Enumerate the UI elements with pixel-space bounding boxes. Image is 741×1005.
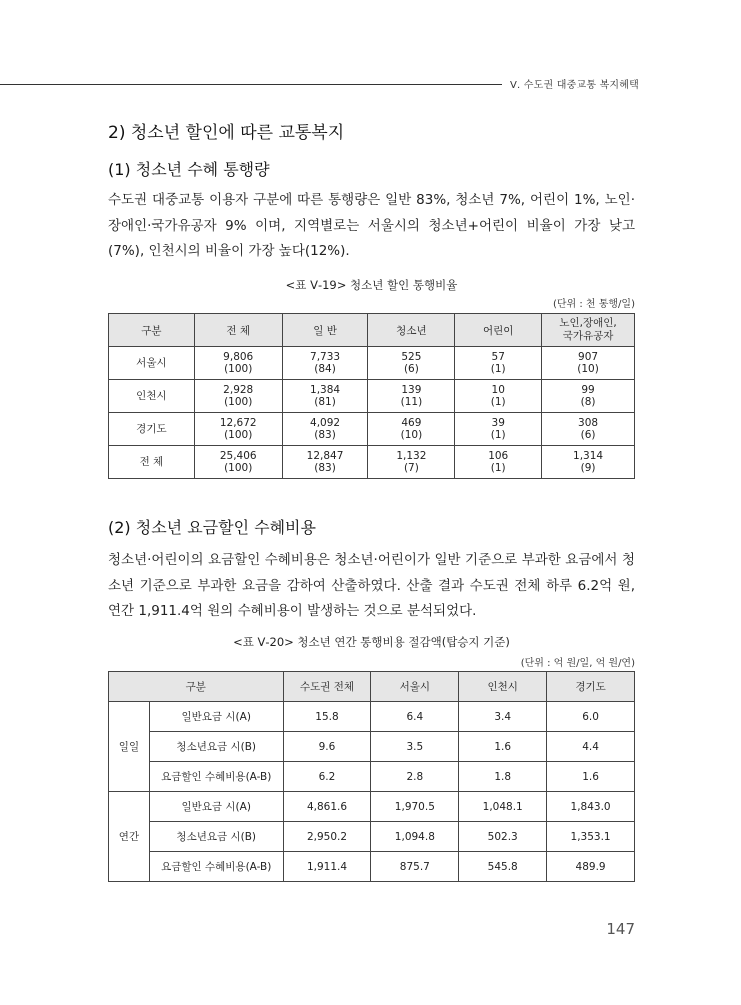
header-rule xyxy=(0,84,502,85)
table-20-cell: 1,353.1 xyxy=(547,822,635,852)
table-20-row-label: 청소년요금 시(B) xyxy=(149,732,283,762)
table-20-unit: (단위 : 억 원/일, 억 원/연) xyxy=(520,658,635,669)
table-20-cell: 3.5 xyxy=(371,732,459,762)
cell-share: (100) xyxy=(224,429,253,441)
table-19-header: 어린이 xyxy=(455,314,542,347)
table-19-cell xyxy=(194,380,282,413)
table-19-cell xyxy=(368,413,455,446)
table-20-cell: 1,970.5 xyxy=(371,792,459,822)
table-19-header-row xyxy=(109,314,635,347)
cell-share: (81) xyxy=(314,396,336,408)
cell-share: (11) xyxy=(400,396,423,408)
cell-share: (84) xyxy=(314,363,336,375)
cell-share: (7) xyxy=(403,462,419,474)
table-20-row-label: 일반요금 시(A) xyxy=(149,702,283,732)
cell-share: (8) xyxy=(580,396,596,408)
cell-share: (6) xyxy=(403,363,419,375)
table-19-row xyxy=(109,413,635,446)
cell-share: (100) xyxy=(224,363,253,375)
cell-share: (83) xyxy=(314,462,336,474)
table-19-cell xyxy=(455,347,542,380)
table-20-group-label: 연간 xyxy=(109,792,150,882)
table-19-row-label: 경기도 xyxy=(109,413,195,446)
cell-value: 1,314 xyxy=(573,450,604,462)
table-20-caption: <표 Ⅴ-20> 청소년 연간 통행비용 절감액(탑승지 기준) xyxy=(233,635,510,649)
table-20-cell: 1,048.1 xyxy=(459,792,547,822)
table-19-cell xyxy=(542,413,635,446)
table-20-cell: 3.4 xyxy=(459,702,547,732)
table-19-header: 일 반 xyxy=(282,314,368,347)
table-19-cell xyxy=(282,380,368,413)
cell-share: (100) xyxy=(224,396,253,408)
cell-share: (83) xyxy=(314,429,336,441)
table-19-row xyxy=(109,380,635,413)
cell-share: (1) xyxy=(490,363,506,375)
cell-share: (1) xyxy=(490,462,506,474)
table-19-cell xyxy=(542,347,635,380)
table-19-caption: <표 Ⅴ-19> 청소년 할인 통행비율 xyxy=(285,278,458,292)
header-line: 국가유공자 xyxy=(562,330,614,342)
table-20-cell: 4.4 xyxy=(547,732,635,762)
cell-value: 1,132 xyxy=(396,450,427,462)
table-19-row-label: 서울시 xyxy=(109,347,195,380)
table-20-row xyxy=(109,762,635,792)
table-20-row xyxy=(109,702,635,732)
table-20-row-label: 요금할인 수혜비용(A-B) xyxy=(149,852,283,882)
cell-value: 25,406 xyxy=(219,450,257,462)
table-20-cell: 1.6 xyxy=(547,762,635,792)
cell-value: 907 xyxy=(578,351,599,363)
table-19-header xyxy=(542,314,635,347)
subsection-title-2: (2) 청소년 요금할인 수혜비용 xyxy=(108,518,316,537)
table-19-header: 구분 xyxy=(109,314,195,347)
table-19-cell xyxy=(368,380,455,413)
table-20-cell: 15.8 xyxy=(283,702,371,732)
cell-value: 2,928 xyxy=(223,384,254,396)
table-20-cell: 6.4 xyxy=(371,702,459,732)
table-20-cell: 489.9 xyxy=(547,852,635,882)
table-20-cell: 2.8 xyxy=(371,762,459,792)
table-19-cell xyxy=(194,413,282,446)
cell-value: 139 xyxy=(401,384,422,396)
table-20-cell: 1,843.0 xyxy=(547,792,635,822)
cell-value: 469 xyxy=(401,417,422,429)
table-19-cell xyxy=(455,446,542,479)
table-19-cell xyxy=(542,446,635,479)
table-19-row-label: 전 체 xyxy=(109,446,195,479)
cell-value: 106 xyxy=(488,450,509,462)
cell-value: 7,733 xyxy=(310,351,341,363)
cell-value: 9,806 xyxy=(223,351,254,363)
table-19-row-label: 인천시 xyxy=(109,380,195,413)
subsection-title-1: (1) 청소년 수혜 통행량 xyxy=(108,160,270,179)
table-20-header: 서울시 xyxy=(371,672,459,702)
cell-value: 10 xyxy=(491,384,505,396)
cell-share: (6) xyxy=(580,429,596,441)
table-19-header: 전 체 xyxy=(194,314,282,347)
cell-value: 39 xyxy=(491,417,505,429)
table-19-cell xyxy=(282,413,368,446)
cell-share: (100) xyxy=(224,462,253,474)
table-20-cell: 2,950.2 xyxy=(283,822,371,852)
table-19-cell xyxy=(194,446,282,479)
table-19-row xyxy=(109,347,635,380)
cell-share: (9) xyxy=(580,462,596,474)
table-19-body xyxy=(109,347,635,479)
table-20-row-label: 청소년요금 시(B) xyxy=(149,822,283,852)
table-20-row-label: 일반요금 시(A) xyxy=(149,792,283,822)
cell-value: 4,092 xyxy=(310,417,341,429)
cell-share: (1) xyxy=(490,429,506,441)
table-20-cell: 1,094.8 xyxy=(371,822,459,852)
cell-share: (1) xyxy=(490,396,506,408)
table-20-cell: 545.8 xyxy=(459,852,547,882)
table-20-body xyxy=(109,702,635,882)
table-20-header: 인천시 xyxy=(459,672,547,702)
table-19-row xyxy=(109,446,635,479)
paragraph-2: 청소년·어린이의 요금할인 수혜비용은 청소년·어린이가 일반 기준으로 부과한 요금에서 청소년 기준으로 부과한 요금을 감하여 산출하였다. 산출 결과 수도권 전체 하루 6.2억 원, 연간 1,911.4억 원의 수혜비용이 발생하는 것으로 분석되었다. xyxy=(108,552,635,619)
cell-value: 12,847 xyxy=(306,450,344,462)
cell-value: 1,384 xyxy=(310,384,341,396)
table-19-cell xyxy=(455,380,542,413)
table-19-cell xyxy=(542,380,635,413)
table-19-cell xyxy=(194,347,282,380)
cell-value: 308 xyxy=(578,417,599,429)
table-20-cell: 6.2 xyxy=(283,762,371,792)
cell-share: (10) xyxy=(577,363,599,375)
header-line: 노인,장애인, xyxy=(559,317,617,329)
table-20-cell: 502.3 xyxy=(459,822,547,852)
table-19-cell xyxy=(282,446,368,479)
table-20-cell: 1,911.4 xyxy=(283,852,371,882)
table-19-unit: (단위 : 천 통행/일) xyxy=(552,299,635,310)
table-20-group-label: 일일 xyxy=(109,702,150,792)
table-19-cell xyxy=(455,413,542,446)
cell-share: (10) xyxy=(400,429,423,441)
table-20-header: 구분 xyxy=(109,672,284,702)
table-20 xyxy=(108,671,635,882)
table-20-row xyxy=(109,792,635,822)
table-19 xyxy=(108,313,635,479)
table-20-cell: 4,861.6 xyxy=(283,792,371,822)
cell-value: 57 xyxy=(491,351,505,363)
table-20-row-label: 요금할인 수혜비용(A-B) xyxy=(149,762,283,792)
cell-value: 12,672 xyxy=(219,417,257,429)
table-20-header: 수도권 전체 xyxy=(283,672,371,702)
table-20-row xyxy=(109,822,635,852)
table-20-header-row xyxy=(109,672,635,702)
section-title: 2) 청소년 할인에 따른 교통복지 xyxy=(108,123,345,143)
paragraph-1: 수도권 대중교통 이용자 구분에 따른 통행량은 일반 83%, 청소년 7%, 어린이 1%, 노인·장애인·국가유공자 9% 이며, 지역별로는 서울시의 청소년+어린이 비율이 가장 낮고(7%), 인천시의 비율이 가장 높다(12%). xyxy=(108,192,635,259)
table-19-header: 청소년 xyxy=(368,314,455,347)
table-20-header: 경기도 xyxy=(547,672,635,702)
table-19-cell xyxy=(368,446,455,479)
table-20-cell: 6.0 xyxy=(547,702,635,732)
table-20-cell: 1.8 xyxy=(459,762,547,792)
table-20-row xyxy=(109,852,635,882)
table-19-cell xyxy=(282,347,368,380)
table-20-cell: 9.6 xyxy=(283,732,371,762)
cell-value: 525 xyxy=(401,351,422,363)
table-20-cell: 1.6 xyxy=(459,732,547,762)
table-20-row xyxy=(109,732,635,762)
cell-value: 99 xyxy=(581,384,595,396)
page-number: 147 xyxy=(606,920,635,938)
table-20-cell: 875.7 xyxy=(371,852,459,882)
table-19-cell xyxy=(368,347,455,380)
running-title: Ⅴ. 수도권 대중교통 복지혜택 xyxy=(510,80,640,91)
